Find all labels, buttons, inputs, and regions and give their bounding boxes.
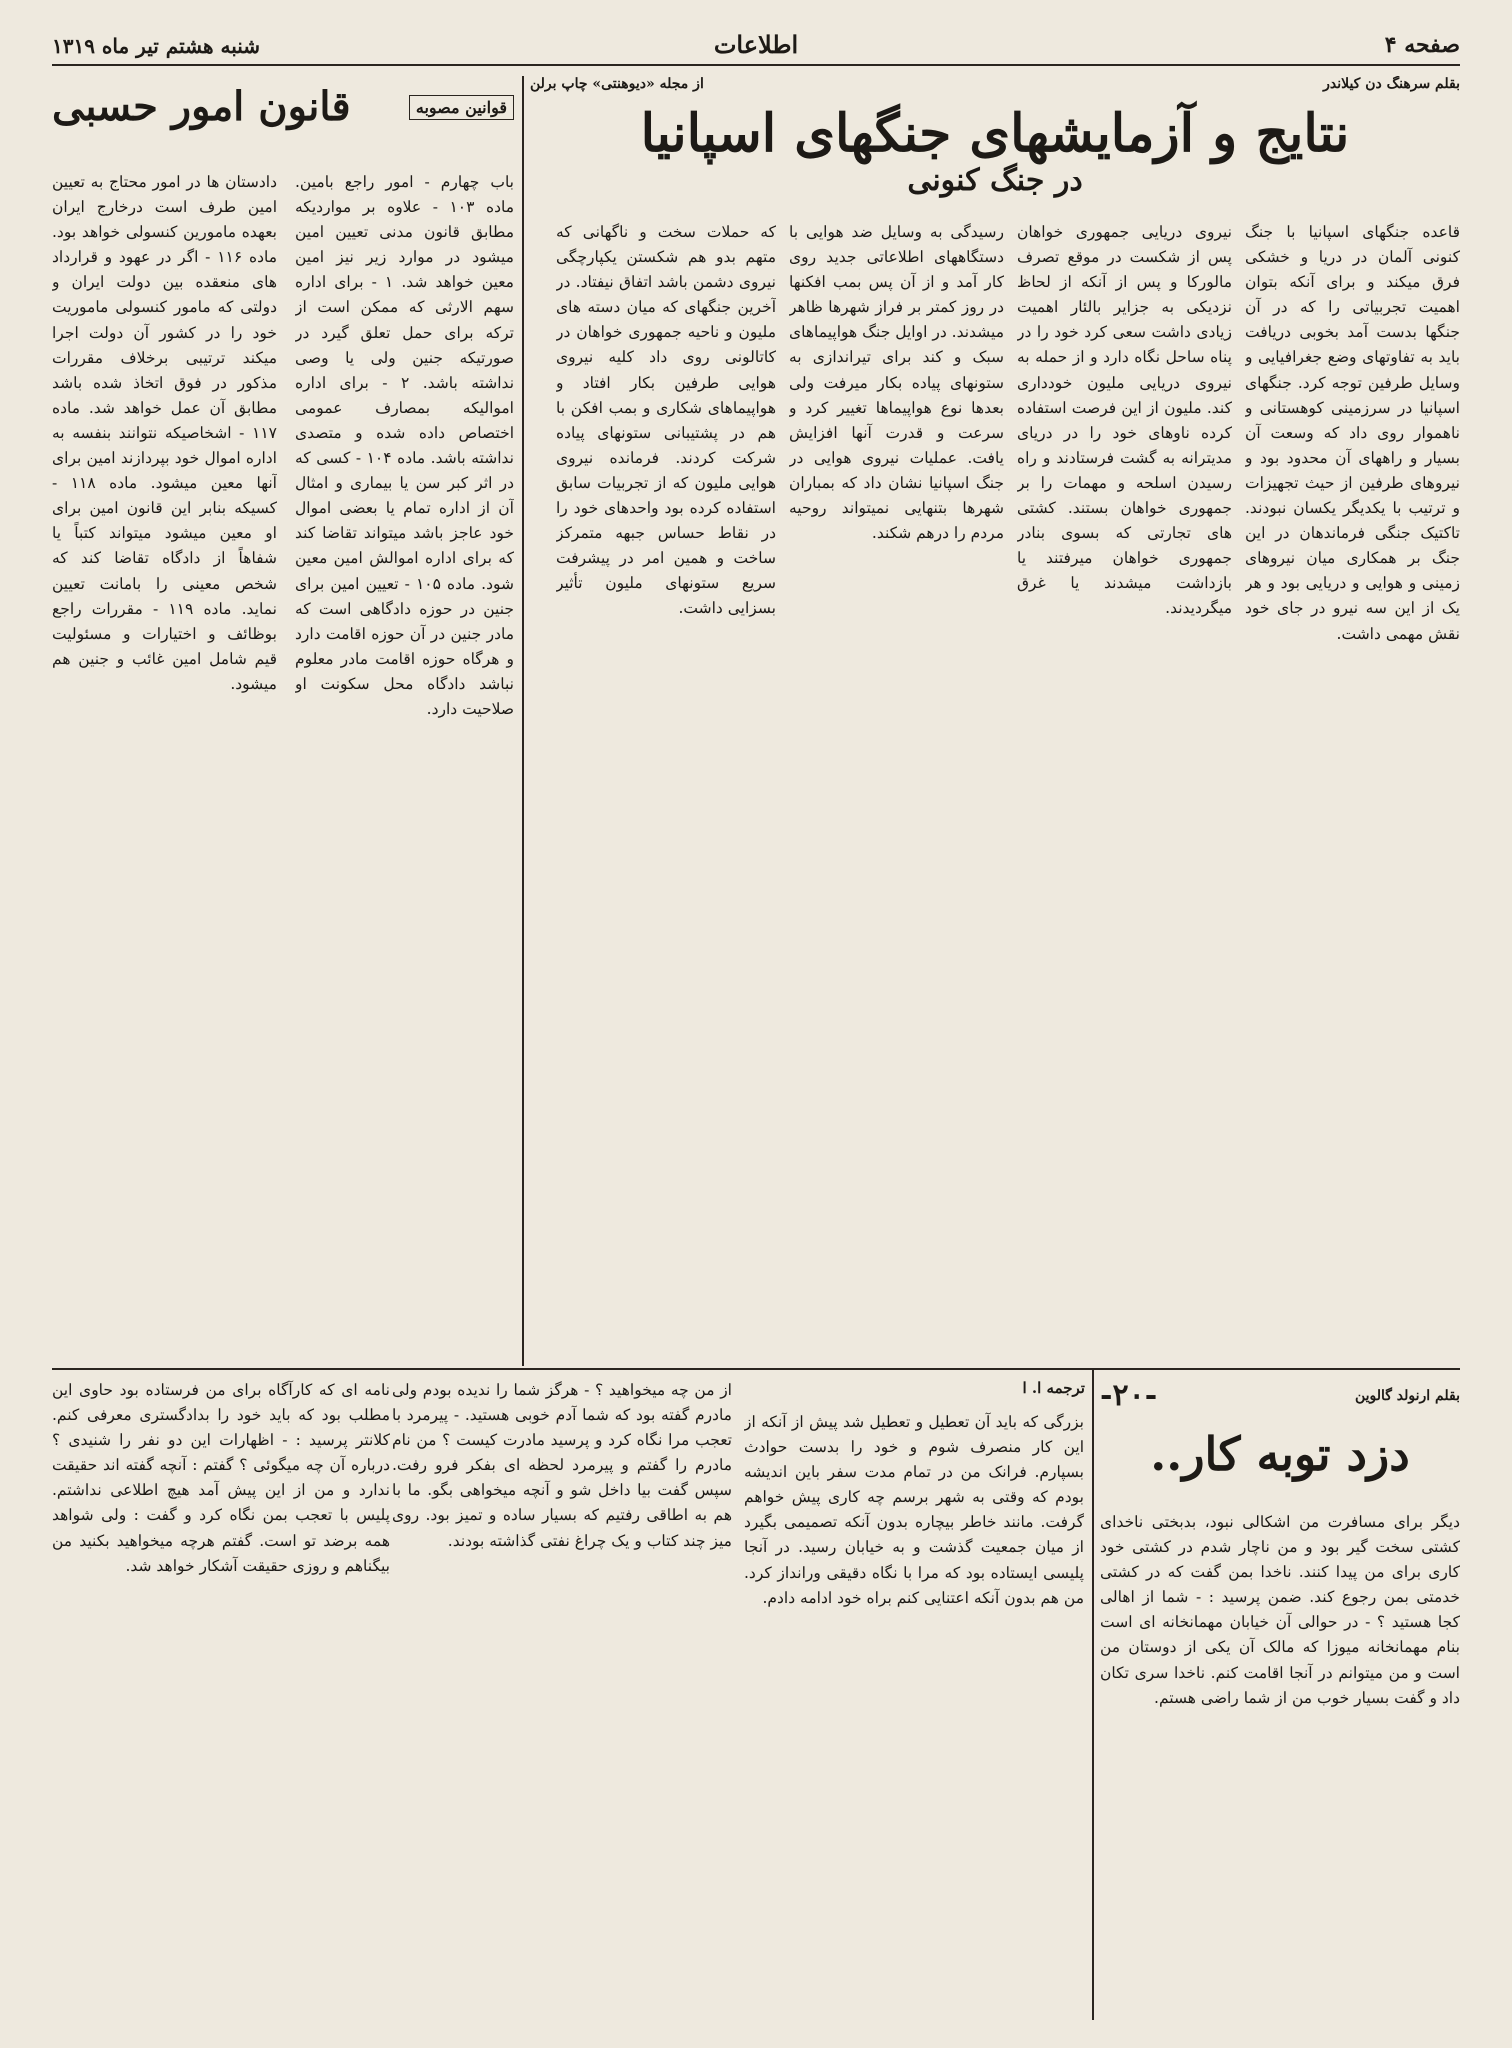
newspaper-name: اطلاعات xyxy=(713,30,799,59)
law-section-header xyxy=(52,84,514,184)
top-article-column-3 xyxy=(789,220,1004,1360)
serial-byline: بقلم ارنولد گالوین xyxy=(1354,1387,1460,1404)
column-text: رسیدگی به وسایل ضد هوایی با دستگاههای اطلاعاتی جدید روی کار آمد و از آن پس بمب افکنها در روز کمتر بر فراز شهرها ظاهر میشدند. در اوایل جنگ هواپیماهای سبک و کند برای تیراندازی به ستونهای پیاده بکار میرفت ولی بعدها نوع هواپیماها تغییر کرد و سرعت و قدرت آنها افزایش یافت. عملیات نیروی هوایی در جنگ اسپانیا نشان داد که بمباران شهرها بتنهایی نمیتواند روحیه مردم را درهم شکند. xyxy=(789,223,1004,543)
story-column-1 xyxy=(1100,1510,1460,2030)
serial-header xyxy=(1100,1378,1460,1518)
section-divider xyxy=(52,1368,1460,1370)
law-title: قانون امور حسبی xyxy=(52,84,351,130)
translation-label: ترجمه ا. ا xyxy=(1022,1379,1085,1397)
top-article-column-1 xyxy=(1245,220,1460,1360)
article-byline: بقلم سرهنگ دن کیلاندر xyxy=(1323,76,1460,92)
issue-date: شنبه هشتم تیر ماه ۱۳۱۹ xyxy=(52,34,261,58)
law-column-left xyxy=(52,170,277,1360)
top-article-column-4 xyxy=(556,220,776,1360)
column-rule-bottom xyxy=(1092,1370,1094,2020)
top-article-header xyxy=(530,76,1460,226)
column-text: از من چه میخواهید ؟ - هرگز شما را ندیده بودم ولی مادرم گفته بود که شما آدم خوبی هستید. - پیرمرد با تعجب مرا نگاه کرد و پرسید مادرت کیست ؟ من نام مادرم را گفتم و پیرمرد لحظه ای بفکر فرو رفت. سپس گفت بیا داخل شو و آنچه میخواهی بگو. ما با هم به اطاقی رفتیم که بسیار ساده و تمیز بود. روی میز چند کتاب و یک چراغ نفتی گذاشته بودند. xyxy=(392,1381,732,1550)
column-text: که حملات سخت و ناگهانی که متهم بدو هم شکستن یکپارچگی نیروی دشمن باشد اتفاق نیفتاد. در آخرین جنگهای که میان دسته های ملیون و ناحیه جمهوری خواهان در کاتالونی روی داد کلیه نیروی هوایی طرفین بکار افتاد و هواپیماهای شکاری و بمب افکن با هم در پشتیبانی ستونهای پیاده شرکت کردند. فرمانده نیروی هوایی ملیون که از تجربیات سابق استفاده کرده بود واحدهای خود را در نقاط حساس جبهه متمرکز ساخت و همین امر در پیشرفت سریع ستونهای ملیون تأثیر بسزایی داشت. xyxy=(556,223,776,618)
column-text: باب چهارم - امور راجع بامین. ماده ۱۰۳ - علاوه بر مواردیکه مطابق قانون مدنی تعیین امین میشود در موارد زیر نیز امین معین خواهد شد. ۱ - برای اداره سهم الارثی که ممکن است از ترکه برای حمل تعلق گیرد در صورتیکه جنین ولی یا وصی نداشته باشد. ۲ - برای اداره اموالیکه بمصارف عمومی اختصاص داده شده و متصدی نداشته باشد. ماده ۱۰۴ - کسی که در اثر کبر سن یا بیماری و امثال آن از اداره تمام یا بعضی اموال خود عاجز باشد میتواند تقاضا کند که برای اداره اموالش امین معین شود. ماده ۱۰۵ - تعیین امین برای جنین در حوزه دادگاهی است که مادر جنین در آن حوزه اقامت دارد و هرگاه حوزه اقامت مادر معلوم نباشد دادگاه محل سکونت او صلاحیت دارد. xyxy=(295,173,514,718)
article-source: از مجله «دیوهنتی» چاپ برلن xyxy=(530,76,704,92)
law-column-right xyxy=(295,170,514,1360)
column-text: دادستان ها در امور محتاج به تعیین امین طرف است درخارج ایران بعهده مامورین کنسولی خواهد بود. ماده ۱۱۶ - اگر در عهود و قرارداد های منعقده بین دولت ایران و دولتی که مامور کنسولی ماموریت خود را در کشور آن دولت اجرا میکند ترتیبی برخلاف مقررات مذکور در فوق اتخاذ شده باشد مطابق آن عمل خواهد شد. ماده ۱۱۷ - اشخاصیکه نتوانند بنفسه به اداره اموال خود بپردازند امین برای آنها معین میشود. ماده ۱۱۸ - کسیکه بنابر این قانون امین برای او معین میشود میتواند کتباً یا شفاهاً از دادگاه تقاضا کند که شخص معینی را بامانت تعیین نماید. ماده ۱۱۹ - مقررات راجع بوظائف و اختیارات و مسئولیت قیم شامل امین غائب و جنین هم میشود. xyxy=(52,173,277,693)
top-article-column-2 xyxy=(1017,220,1232,1360)
masthead xyxy=(52,28,1460,66)
article-title: نتایج و آزمایشهای جنگهای اسپانیا xyxy=(640,103,1350,164)
column-rule-main xyxy=(522,76,524,1366)
column-text: نامه ای که کارآگاه برای من فرستاده بود حاوی این مطلب بود که باید خود را بدادگستری معرفی کنم. کلانتر پرسید : - اظهارات این دو نفر را شنیدی ؟ درباره آن چه میگوئی ؟ گفتم : آنچه گفته اند حقیقت ندارد و من از این پیش آمد هیچ اطلاعی نداشتم. پلیس با تعجب بمن نگاه کرد و گفت : ولی شواهد همه برضد تو است. گفتم هرچه میخواهید بکنید من بیگناهم و روزی حقیقت آشکار خواهد شد. xyxy=(52,1381,390,1575)
column-text: دیگر برای مسافرت من اشکالی نبود، بدبختی ناخدای کشتی سخت گیر بود و من ناچار شدم در کشتی خود کاری برای من پیدا کنند. ناخدا بمن گفت که در کشتی خدمتی بمن رجوع کند. ضمن پرسید : - شما از اهالی کجا هستید ؟ - در حوالی آن خیابان مهمانخانه ای است بنام مهمانخانه میوزا که مالک آن یکی از دوستان من است و من میتوانم در آنجا اقامت کنم. ناخدا سری تکان داد و گفت بسیار خوب من از شما راضی هستم. xyxy=(1100,1513,1460,1707)
story-title: دزد توبه کار.. xyxy=(1150,1427,1410,1481)
column-text: نیروی دریایی جمهوری خواهان پس از شکست در موقع تصرف مالورکا و پس از آنکه از لحاظ نزدیکی به جزایر بالئار اهمیت زیادی داشت سعی کرد خود را در پناه ساحل نگاه دارد و از حمله به نیروی دریایی ملیون خودداری کند. ملیون از این فرصت استفاده کرده ناوهای خود را در دریای مدیترانه به گشت فرستادند و راه رسیدن اسلحه و مهمات را بر جمهوری خواهان بستند. کشتی های تجارتی که بسوی بنادر جمهوری خواهان میرفتند یا بازداشت میشدند یا غرق میگردیدند. xyxy=(1017,223,1232,618)
article-subtitle: در جنگ کنونی xyxy=(907,163,1083,198)
story-column-3 xyxy=(392,1378,732,2030)
story-column-4 xyxy=(52,1378,390,2030)
story-column-2 xyxy=(744,1410,1084,2030)
law-label: قوانین مصوبه xyxy=(409,95,514,120)
column-text: قاعده جنگهای اسپانیا با جنگ کنونی آلمان در دریا و خشکی فرق میکند و برای آنکه بتوان اهمیت تجربیاتی را که در آن جنگها بدست آمد بخوبی دریافت باید به تفاوتهای وضع جغرافیایی و وسایل طرفین توجه کرد. جنگهای اسپانیا در سرزمینی کوهستانی و ناهموار روی داد که وسعت آن بسیار و راههای آن محدود بود و نیروهای طرفین از حیث تجهیزات و ترتیب با یکدیگر یکسان نبودند. تاکتیک جنگی فرماندهان در این جنگ بر همکاری میان نیروهای زمینی و هوایی و دریایی بود و هر یک از این سه نیرو در جای خود نقش مهمی داشت. xyxy=(1245,223,1460,643)
serial-number: -۲۰- xyxy=(1100,1378,1158,1413)
page-number: صفحه ۴ xyxy=(1384,32,1460,58)
translation-credit xyxy=(900,1378,1085,1402)
column-text: بزرگی که باید آن تعطیل و تعطیل شد پیش از آنکه از این کار منصرف شوم و خود را بدست حوادث بسپارم. فرانک من در تمام مدت سفر باین اندیشه بودم که وقتی به شهر برسم چه کاری پیش خواهم گرفت. مانند خاطر بیچاره بدون آنکه تصمیمی بگیرد از میان جمعیت گذشت و به خیابان رسید. در آنجا پلیسی ایستاده بود که مرا با نگاه دقیقی ورانداز کرد. من هم بدون آنکه اعتنایی کنم براه خود ادامه دادم. xyxy=(744,1413,1084,1607)
